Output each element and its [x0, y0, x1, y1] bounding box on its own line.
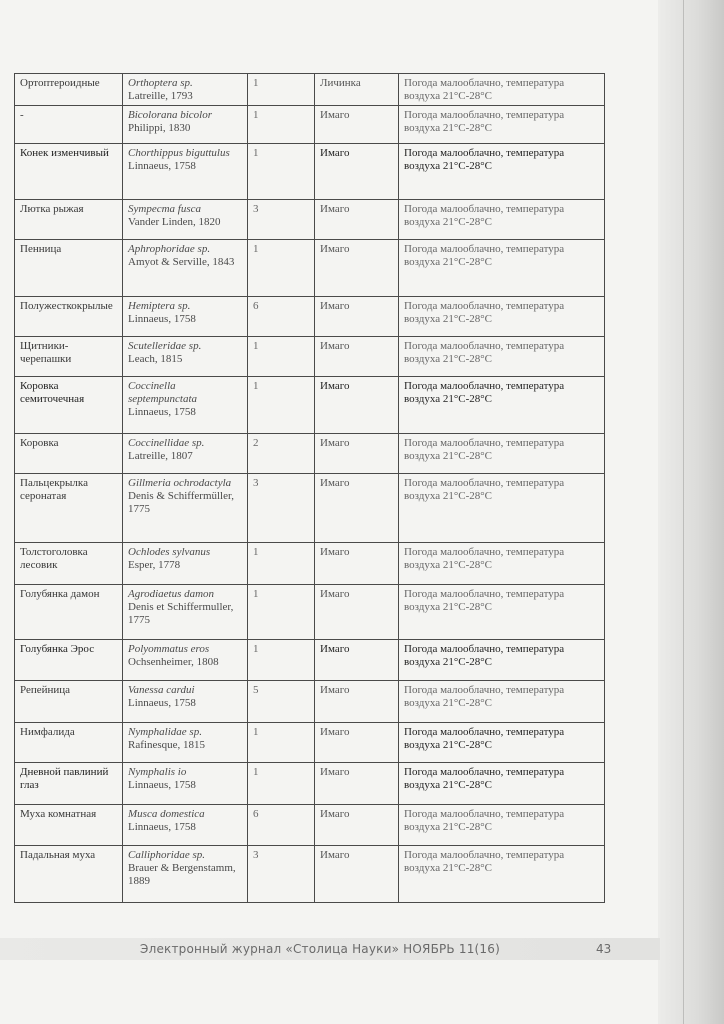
- species-name: Chorthippus biguttulus: [128, 147, 230, 159]
- life-stage: Имаго: [315, 681, 399, 723]
- common-name: Ортоптероидные: [15, 74, 123, 106]
- common-name: Голубянка дамон: [15, 585, 123, 640]
- weather-conditions: Погода малооблачно, температура воздуха 21°C-28°C: [399, 74, 605, 106]
- weather-conditions: Погода малооблачно, температура воздуха 21°C-28°C: [399, 846, 605, 903]
- species-name: Sympecma fusca: [128, 203, 202, 215]
- table-row: [15, 474, 605, 543]
- life-stage: Имаго: [315, 846, 399, 903]
- table-row: [15, 543, 605, 585]
- specimen-count: 3: [248, 200, 315, 240]
- species-cell: [123, 543, 248, 585]
- specimen-count: 1: [248, 377, 315, 434]
- life-stage: Имаго: [315, 763, 399, 805]
- weather-conditions: Погода малооблачно, температура воздуха 21°C-28°C: [399, 681, 605, 723]
- species-author: Leach, 1815: [128, 353, 183, 365]
- specimen-count: 1: [248, 585, 315, 640]
- specimen-count: 3: [248, 846, 315, 903]
- table-row: [15, 200, 605, 240]
- species-cell: [123, 337, 248, 377]
- species-author: Linnaeus, 1758: [128, 779, 196, 791]
- species-cell: [123, 846, 248, 903]
- specimen-count: 3: [248, 474, 315, 543]
- species-cell: [123, 200, 248, 240]
- specimen-count: 1: [248, 640, 315, 681]
- specimen-count: 6: [248, 297, 315, 337]
- species-author: Brauer & Bergenstamm, 1889: [128, 862, 236, 887]
- page-number: 43: [596, 942, 612, 956]
- table-row: [15, 74, 605, 106]
- life-stage: Имаго: [315, 640, 399, 681]
- species-author: Ochsenheimer, 1808: [128, 656, 219, 668]
- specimen-count: 5: [248, 681, 315, 723]
- common-name: Дневной павлиний глаз: [15, 763, 123, 805]
- common-name: -: [15, 106, 123, 144]
- specimen-count: 6: [248, 805, 315, 846]
- table-row: [15, 144, 605, 200]
- common-name: Пенница: [15, 240, 123, 297]
- species-name: Aphrophoridae sp.: [128, 243, 211, 255]
- species-author: Latreille, 1807: [128, 450, 193, 462]
- species-author: Denis & Schiffermüller, 1775: [128, 490, 234, 515]
- species-author: Linnaeus, 1758: [128, 697, 196, 709]
- common-name: Муха комнатная: [15, 805, 123, 846]
- species-author: Linnaeus, 1758: [128, 821, 196, 833]
- species-table: [14, 73, 605, 903]
- table-row: [15, 377, 605, 434]
- species-name: Ochlodes sylvanus: [128, 546, 211, 558]
- species-cell: [123, 474, 248, 543]
- weather-conditions: Погода малооблачно, температура воздуха 21°C-28°C: [399, 200, 605, 240]
- common-name: Коровка: [15, 434, 123, 474]
- species-author: Rafinesque, 1815: [128, 739, 205, 751]
- table-row: [15, 297, 605, 337]
- table-row: [15, 337, 605, 377]
- species-name: Hemiptera sp.: [128, 300, 191, 312]
- journal-footer: [0, 938, 660, 960]
- common-name: Падальная муха: [15, 846, 123, 903]
- table-row: [15, 585, 605, 640]
- table-row: [15, 805, 605, 846]
- life-stage: Имаго: [315, 337, 399, 377]
- weather-conditions: Погода малооблачно, температура воздуха 21°C-28°C: [399, 585, 605, 640]
- species-cell: [123, 805, 248, 846]
- life-stage: Имаго: [315, 377, 399, 434]
- life-stage: Имаго: [315, 585, 399, 640]
- species-author: Latreille, 1793: [128, 90, 193, 102]
- table-row: [15, 434, 605, 474]
- weather-conditions: Погода малооблачно, температура воздуха 21°C-28°C: [399, 297, 605, 337]
- species-cell: [123, 240, 248, 297]
- specimen-count: 1: [248, 723, 315, 763]
- species-author: Linnaeus, 1758: [128, 160, 196, 172]
- species-cell: [123, 763, 248, 805]
- table-row: [15, 106, 605, 144]
- weather-conditions: Погода малооблачно, температура воздуха 21°C-28°C: [399, 805, 605, 846]
- common-name: Голубянка Эрос: [15, 640, 123, 681]
- species-cell: [123, 74, 248, 106]
- common-name: Толстоголовка лесовик: [15, 543, 123, 585]
- table-row: [15, 723, 605, 763]
- journal-title: Электронный журнал «Столица Науки» НОЯБРЬ 11(16): [140, 942, 500, 956]
- species-cell: [123, 144, 248, 200]
- table-row: [15, 763, 605, 805]
- weather-conditions: Погода малооблачно, температура воздуха 21°C-28°C: [399, 240, 605, 297]
- specimen-count: 1: [248, 106, 315, 144]
- weather-conditions: Погода малооблачно, температура воздуха 21°C-28°C: [399, 543, 605, 585]
- life-stage: Личинка: [315, 74, 399, 106]
- species-cell: [123, 297, 248, 337]
- species-name: Musca domestica: [128, 808, 205, 820]
- specimen-count: 1: [248, 74, 315, 106]
- species-name: Coccinella septempunctata: [128, 380, 198, 405]
- weather-conditions: Погода малооблачно, температура воздуха 21°C-28°C: [399, 337, 605, 377]
- species-author: Denis et Schiffermuller, 1775: [128, 601, 234, 626]
- species-author: Amyot & Serville, 1843: [128, 256, 235, 268]
- specimen-count: 1: [248, 763, 315, 805]
- species-name: Bicolorana bicolor: [128, 109, 213, 121]
- common-name: Щитники-черепашки: [15, 337, 123, 377]
- species-cell: [123, 585, 248, 640]
- common-name: Конек изменчивый: [15, 144, 123, 200]
- species-cell: [123, 434, 248, 474]
- species-author: Esper, 1778: [128, 559, 181, 571]
- species-name: Agrodiaetus damon: [128, 588, 215, 600]
- specimen-count: 2: [248, 434, 315, 474]
- common-name: Пальцекрылка серонатая: [15, 474, 123, 543]
- life-stage: Имаго: [315, 723, 399, 763]
- species-name: Calliphoridae sp.: [128, 849, 206, 861]
- weather-conditions: Погода малооблачно, температура воздуха 21°C-28°C: [399, 640, 605, 681]
- weather-conditions: Погода малооблачно, температура воздуха 21°C-28°C: [399, 434, 605, 474]
- weather-conditions: Погода малооблачно, температура воздуха 21°C-28°C: [399, 377, 605, 434]
- species-author: Linnaeus, 1758: [128, 406, 196, 418]
- life-stage: Имаго: [315, 144, 399, 200]
- common-name: Полужесткокрылые: [15, 297, 123, 337]
- specimen-count: 1: [248, 240, 315, 297]
- table-row: [15, 846, 605, 903]
- species-cell: [123, 377, 248, 434]
- life-stage: Имаго: [315, 434, 399, 474]
- species-cell: [123, 723, 248, 763]
- life-stage: Имаго: [315, 200, 399, 240]
- species-name: Nymphalis io: [128, 766, 187, 778]
- common-name: Коровка семиточечная: [15, 377, 123, 434]
- life-stage: Имаго: [315, 240, 399, 297]
- common-name: Репейница: [15, 681, 123, 723]
- page-edge-line: [683, 0, 684, 1024]
- life-stage: Имаго: [315, 805, 399, 846]
- species-name: Polyommatus eros: [128, 643, 210, 655]
- weather-conditions: Погода малооблачно, температура воздуха 21°C-28°C: [399, 763, 605, 805]
- weather-conditions: Погода малооблачно, температура воздуха 21°C-28°C: [399, 144, 605, 200]
- species-name: Scutelleridae sp.: [128, 340, 202, 352]
- species-author: Vander Linden, 1820: [128, 216, 221, 228]
- species-name: Orthoptera sp.: [128, 77, 193, 89]
- specimen-count: 1: [248, 144, 315, 200]
- life-stage: Имаго: [315, 106, 399, 144]
- table-row: [15, 681, 605, 723]
- table-row: [15, 640, 605, 681]
- specimen-count: 1: [248, 337, 315, 377]
- table-row: [15, 240, 605, 297]
- species-author: Linnaeus, 1758: [128, 313, 196, 325]
- weather-conditions: Погода малооблачно, температура воздуха 21°C-28°C: [399, 474, 605, 543]
- life-stage: Имаго: [315, 297, 399, 337]
- specimen-count: 1: [248, 543, 315, 585]
- species-cell: [123, 640, 248, 681]
- species-name: Vanessa cardui: [128, 684, 195, 696]
- weather-conditions: Погода малооблачно, температура воздуха 21°C-28°C: [399, 723, 605, 763]
- species-name: Nymphalidae sp.: [128, 726, 202, 738]
- species-author: Philippi, 1830: [128, 122, 191, 134]
- species-name: Gillmeria ochrodactyla: [128, 477, 232, 489]
- species-cell: [123, 681, 248, 723]
- weather-conditions: Погода малооблачно, температура воздуха 21°C-28°C: [399, 106, 605, 144]
- species-cell: [123, 106, 248, 144]
- common-name: Лютка рыжая: [15, 200, 123, 240]
- common-name: Нимфалида: [15, 723, 123, 763]
- life-stage: Имаго: [315, 543, 399, 585]
- life-stage: Имаго: [315, 474, 399, 543]
- page-edge-shadow: [658, 0, 724, 1024]
- species-name: Coccinellidae sp.: [128, 437, 205, 449]
